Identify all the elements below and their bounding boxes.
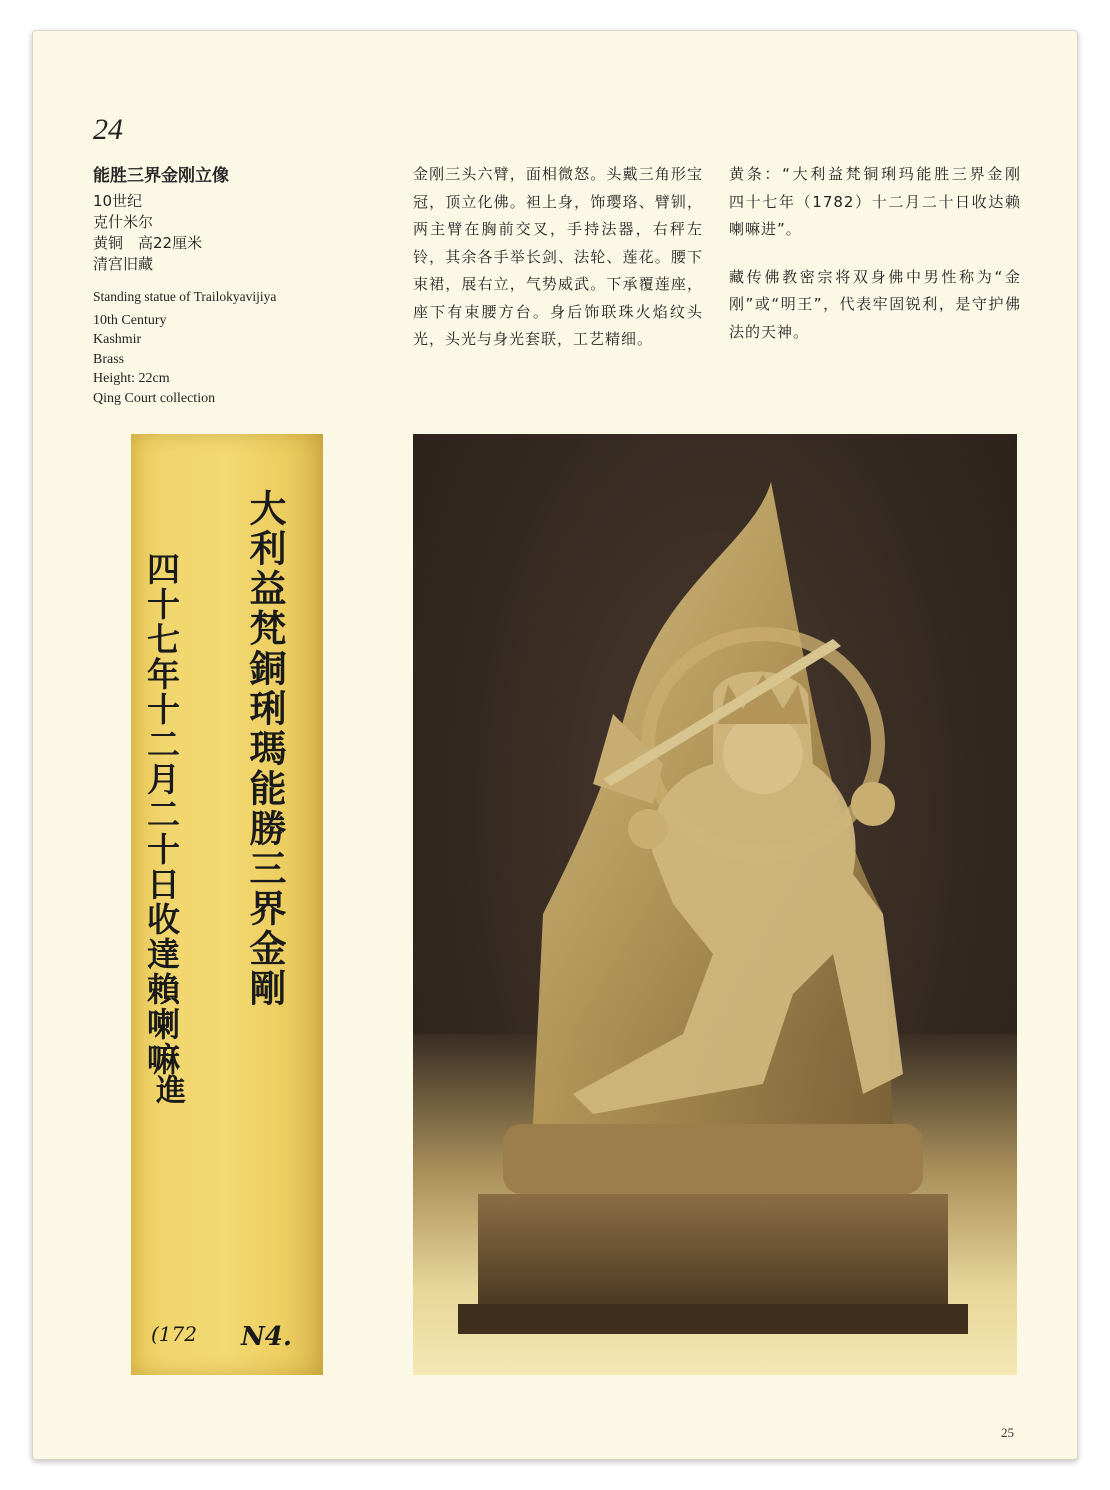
lotus-flower bbox=[851, 782, 895, 826]
chinese-title: 能胜三界金刚立像 bbox=[93, 166, 229, 186]
english-material: Brass bbox=[93, 351, 125, 367]
page-number: 25 bbox=[1001, 1425, 1014, 1440]
description-column bbox=[413, 161, 703, 354]
deity-head bbox=[723, 714, 803, 794]
yellow-label-strip bbox=[131, 434, 323, 1375]
statue-photo bbox=[413, 434, 1017, 1375]
english-collection: Qing Court collection bbox=[93, 390, 216, 406]
label-line-right: 大利益梵銅琍瑪能勝三界金剛 bbox=[243, 489, 287, 1009]
statue-illustration bbox=[413, 434, 1017, 1375]
english-title: Standing statue of Trailokyavijiya bbox=[93, 289, 277, 304]
english-century: 10th Century bbox=[93, 312, 167, 328]
label-foot-left: (172 bbox=[151, 1322, 197, 1346]
yellow-label-note: 黄条：“大利益梵铜琍玛能胜三界金刚 四十七年（1782）十二月二十日收达赖喇嘛进”。 bbox=[729, 165, 1038, 238]
base-foot bbox=[458, 1304, 968, 1334]
base-platform bbox=[478, 1194, 948, 1304]
label-line-left: 四十七年十二月二十日收達賴喇嘛 bbox=[142, 552, 181, 1077]
lotus-base bbox=[503, 1124, 923, 1194]
english-height: Height: 22cm bbox=[93, 371, 170, 386]
catalog-number: 24 bbox=[93, 113, 123, 146]
notes-column bbox=[729, 161, 1038, 366]
english-region: Kashmir bbox=[93, 332, 142, 347]
chinese-material-height: 黄铜 高22厘米 bbox=[93, 234, 203, 252]
tantric-note: 藏传佛教密宗将双身佛中男性称为“金刚”或“明王”，代表牢固锐利，是守护佛法的天神。 bbox=[729, 267, 1021, 341]
chinese-region: 克什米尔 bbox=[93, 213, 154, 231]
chinese-collection: 清宫旧藏 bbox=[93, 255, 154, 273]
catalog-page bbox=[32, 30, 1078, 1460]
wheel bbox=[628, 809, 668, 849]
label-foot-right: N4. bbox=[241, 1322, 292, 1352]
chinese-century: 10世纪 bbox=[93, 192, 143, 210]
chinese-caption bbox=[93, 163, 373, 275]
description-text: 金刚三头六臂，面相微怒。头戴三角形宝冠，顶立化佛。袒上身，饰璎珞、臂钏，两主臂在胸前交叉，手持法器，右秤左铃，其余各手举长剑、法轮、莲花。腰下束裙，展右立，气势威武。下承覆莲座，座下有束腰方台。身后饰联珠火焰纹头光，头光与身光套联，工艺精细。 bbox=[413, 165, 703, 348]
label-line-left-end: 進 bbox=[150, 1074, 185, 1104]
english-caption bbox=[93, 287, 373, 408]
